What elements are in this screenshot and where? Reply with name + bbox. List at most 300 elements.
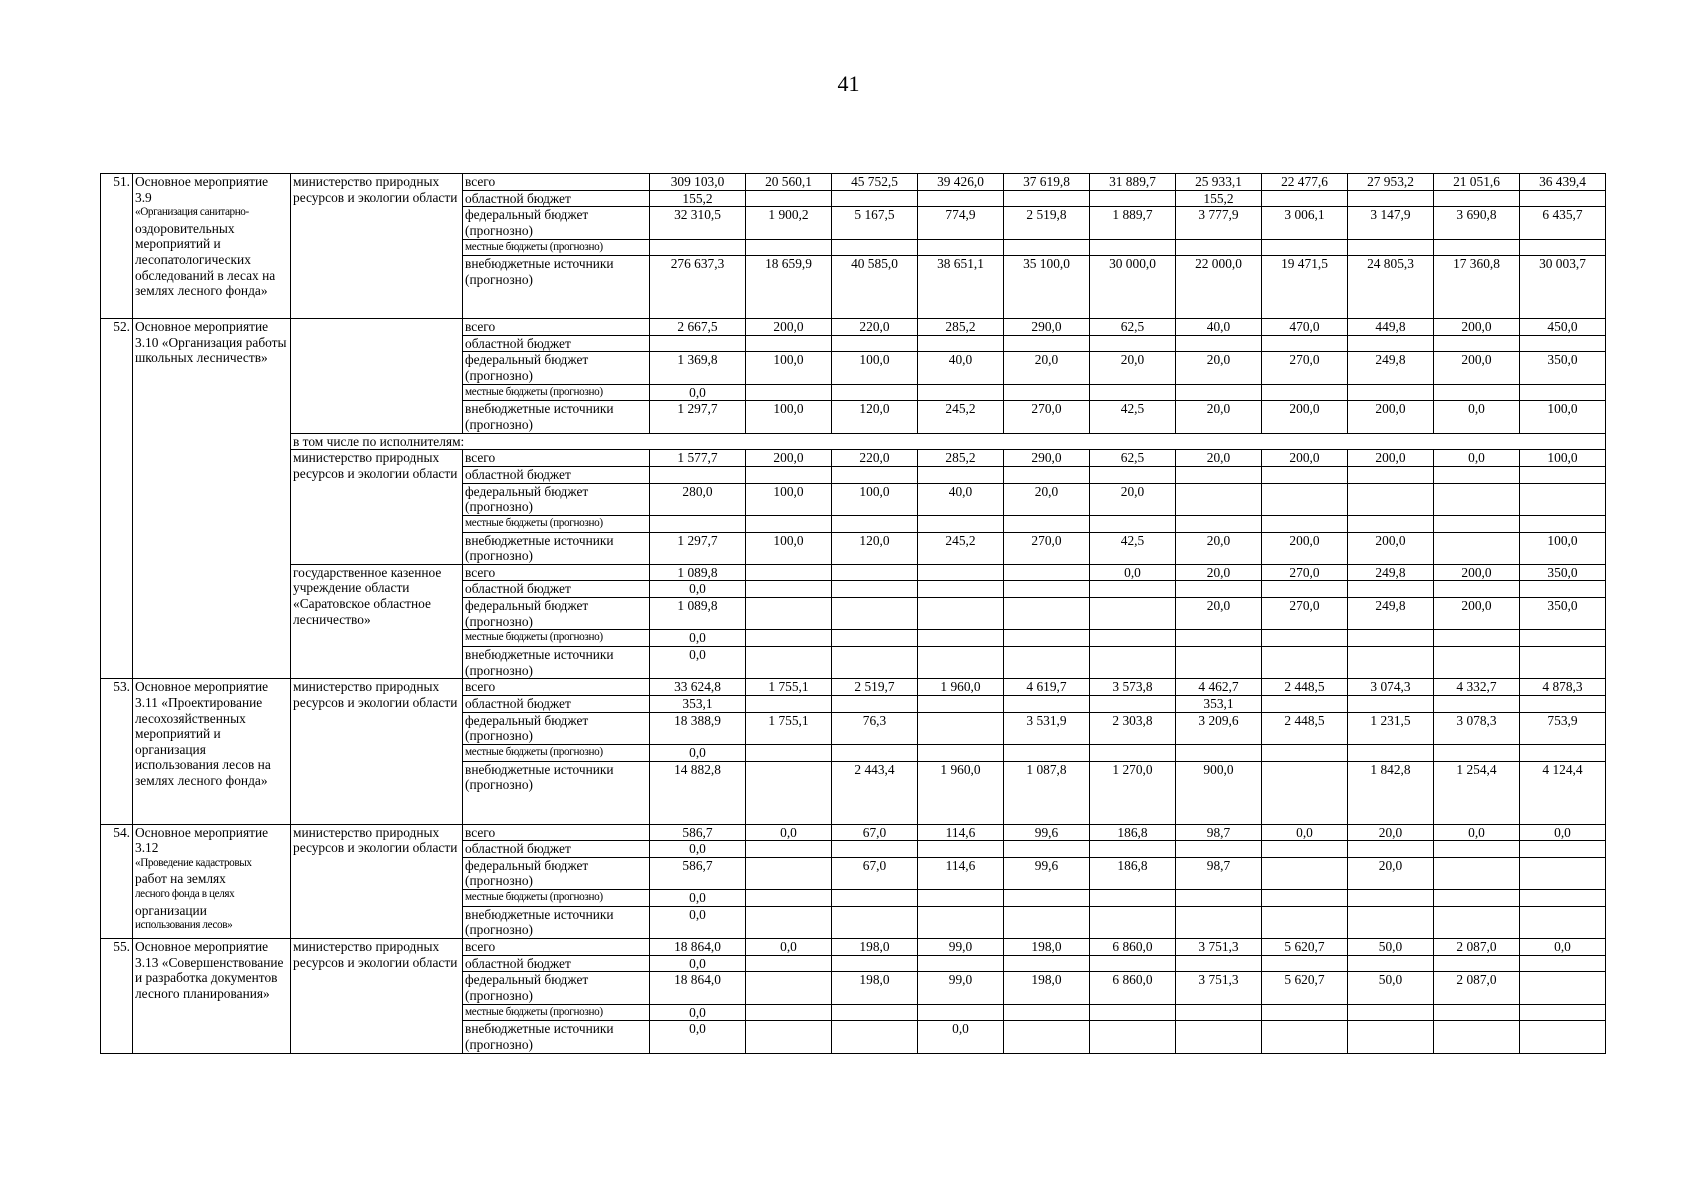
value-cell: 0,0: [650, 1004, 746, 1021]
value-cell: [1090, 581, 1176, 598]
value-cell: 27 953,2: [1348, 174, 1434, 191]
value-cell: 114,6: [918, 824, 1004, 841]
value-cell: 200,0: [1262, 532, 1348, 564]
value-cell: [746, 384, 832, 401]
value-cell: [1348, 483, 1434, 515]
value-cell: [1262, 841, 1348, 858]
value-cell: [1004, 955, 1090, 972]
value-cell: 20 560,1: [746, 174, 832, 191]
value-cell: 1 089,8: [650, 598, 746, 630]
value-cell: [1004, 696, 1090, 713]
value-cell: [1262, 1021, 1348, 1053]
measure-line: организации: [135, 902, 207, 918]
funding-source: областной бюджет: [463, 696, 650, 713]
value-cell: 100,0: [746, 532, 832, 564]
value-cell: [1176, 466, 1262, 483]
measure-line: «Организация санитарно-: [135, 206, 249, 219]
value-cell: 20,0: [1176, 532, 1262, 564]
value-cell: [1434, 696, 1520, 713]
value-cell: [1434, 630, 1520, 647]
value-cell: 1 297,7: [650, 401, 746, 433]
value-cell: 350,0: [1520, 564, 1606, 581]
value-cell: [1348, 1004, 1434, 1021]
value-cell: 18 864,0: [650, 939, 746, 956]
value-cell: 100,0: [746, 352, 832, 384]
value-cell: [1004, 581, 1090, 598]
value-cell: [832, 466, 918, 483]
value-cell: [1262, 906, 1348, 938]
value-cell: 20,0: [1004, 352, 1090, 384]
value-cell: 270,0: [1004, 401, 1090, 433]
value-cell: [746, 1021, 832, 1053]
value-cell: 1 960,0: [918, 679, 1004, 696]
value-cell: 4 124,4: [1520, 761, 1606, 824]
value-cell: 3 751,3: [1176, 972, 1262, 1004]
value-cell: 198,0: [1004, 939, 1090, 956]
value-cell: 586,7: [650, 857, 746, 889]
value-cell: [746, 515, 832, 532]
value-cell: 290,0: [1004, 450, 1090, 467]
value-cell: [918, 335, 1004, 352]
value-cell: [918, 1004, 1004, 1021]
value-cell: [918, 466, 1004, 483]
value-cell: [1434, 515, 1520, 532]
value-cell: 5 167,5: [832, 207, 918, 239]
value-cell: 20,0: [1004, 483, 1090, 515]
value-cell: [832, 955, 918, 972]
value-cell: [1520, 906, 1606, 938]
value-cell: 290,0: [1004, 319, 1090, 336]
value-cell: [746, 190, 832, 207]
row-index: 54.: [101, 824, 133, 939]
funding-source: внебюджетные источники (прогнозно): [463, 1021, 650, 1053]
value-cell: 280,0: [650, 483, 746, 515]
value-cell: [1348, 384, 1434, 401]
funding-source: федеральный бюджет (прогнозно): [463, 352, 650, 384]
value-cell: [832, 630, 918, 647]
value-cell: 350,0: [1520, 352, 1606, 384]
value-cell: [1434, 906, 1520, 938]
value-cell: [650, 515, 746, 532]
value-cell: [1090, 598, 1176, 630]
table-row: [101, 939, 1606, 956]
value-cell: [1520, 647, 1606, 679]
value-cell: 3 074,3: [1348, 679, 1434, 696]
value-cell: [832, 1021, 918, 1053]
value-cell: 21 051,6: [1434, 174, 1520, 191]
value-cell: 1 889,7: [1090, 207, 1176, 239]
value-cell: [1434, 239, 1520, 256]
value-cell: [1434, 532, 1520, 564]
value-cell: [1004, 190, 1090, 207]
funding-source: внебюджетные источники (прогнозно): [463, 761, 650, 824]
value-cell: 1 231,5: [1348, 712, 1434, 744]
value-cell: [1262, 239, 1348, 256]
value-cell: 98,7: [1176, 824, 1262, 841]
value-cell: 4 878,3: [1520, 679, 1606, 696]
value-cell: [1262, 384, 1348, 401]
value-cell: 0,0: [1262, 824, 1348, 841]
value-cell: [1520, 1021, 1606, 1053]
measure-name: Основное мероприятие 3.13 «Совершенствование и разработка документов лесного планирования»: [133, 939, 291, 1054]
value-cell: 200,0: [1434, 564, 1520, 581]
value-cell: [918, 712, 1004, 744]
value-cell: 67,0: [832, 857, 918, 889]
value-cell: 198,0: [1004, 972, 1090, 1004]
measure-line: Основное мероприятие 3.12: [135, 824, 269, 856]
value-cell: [918, 239, 1004, 256]
value-cell: [746, 239, 832, 256]
value-cell: 6 860,0: [1090, 939, 1176, 956]
value-cell: [832, 1004, 918, 1021]
value-cell: [1262, 483, 1348, 515]
value-cell: [1176, 906, 1262, 938]
value-cell: [1262, 466, 1348, 483]
value-cell: [746, 696, 832, 713]
value-cell: [918, 581, 1004, 598]
page-number: 41: [837, 71, 860, 96]
value-cell: [1348, 955, 1434, 972]
value-cell: 249,8: [1348, 352, 1434, 384]
value-cell: [918, 630, 1004, 647]
value-cell: [1176, 1021, 1262, 1053]
funding-source: всего: [463, 450, 650, 467]
value-cell: [1090, 190, 1176, 207]
value-cell: [1090, 239, 1176, 256]
value-cell: [746, 581, 832, 598]
value-cell: 120,0: [832, 401, 918, 433]
value-cell: 1 960,0: [918, 761, 1004, 824]
value-cell: 1 297,7: [650, 532, 746, 564]
value-cell: 20,0: [1176, 450, 1262, 467]
value-cell: [1434, 466, 1520, 483]
value-cell: 33 624,8: [650, 679, 746, 696]
value-cell: [1520, 745, 1606, 762]
value-cell: 38 651,1: [918, 256, 1004, 319]
value-cell: [1262, 745, 1348, 762]
measure-name: Основное мероприятие 3.11 «Проектирование лесохозяйственных мероприятий и организация использования лесов на землях лесного фонда»: [133, 679, 291, 824]
value-cell: 249,8: [1348, 564, 1434, 581]
value-cell: 32 310,5: [650, 207, 746, 239]
executor-name: министерство природных ресурсов и экологии области: [291, 174, 463, 319]
value-cell: 2 667,5: [650, 319, 746, 336]
value-cell: [918, 190, 1004, 207]
value-cell: 98,7: [1176, 857, 1262, 889]
value-cell: [1176, 515, 1262, 532]
funding-source: областной бюджет: [463, 955, 650, 972]
value-cell: 245,2: [918, 532, 1004, 564]
value-cell: 353,1: [650, 696, 746, 713]
value-cell: [1520, 239, 1606, 256]
value-cell: 1 755,1: [746, 679, 832, 696]
value-cell: [1262, 890, 1348, 907]
value-cell: 35 100,0: [1004, 256, 1090, 319]
value-cell: 39 426,0: [918, 174, 1004, 191]
value-cell: 276 637,3: [650, 256, 746, 319]
value-cell: 200,0: [1434, 319, 1520, 336]
value-cell: 20,0: [1176, 598, 1262, 630]
executor-name: [291, 319, 463, 434]
value-cell: 6 860,0: [1090, 972, 1176, 1004]
executor-name: министерство природных ресурсов и экологии области: [291, 824, 463, 939]
value-cell: 3 573,8: [1090, 679, 1176, 696]
row-index: 55.: [101, 939, 133, 1054]
value-cell: 155,2: [650, 190, 746, 207]
measure-name: [133, 174, 291, 319]
value-cell: [1434, 384, 1520, 401]
value-cell: [1004, 745, 1090, 762]
funding-source: внебюджетные источники (прогнозно): [463, 906, 650, 938]
funding-source: местные бюджеты (прогнозно): [463, 515, 650, 532]
value-cell: 1 842,8: [1348, 761, 1434, 824]
value-cell: 19 471,5: [1262, 256, 1348, 319]
value-cell: 4 332,7: [1434, 679, 1520, 696]
value-cell: [1004, 1021, 1090, 1053]
funding-source: внебюджетные источники (прогнозно): [463, 647, 650, 679]
value-cell: [1090, 841, 1176, 858]
value-cell: [746, 564, 832, 581]
funding-source: всего: [463, 939, 650, 956]
value-cell: [1434, 1021, 1520, 1053]
funding-source: областной бюджет: [463, 841, 650, 858]
executor-name: министерство природных ресурсов и экологии области: [291, 450, 463, 565]
value-cell: [1004, 647, 1090, 679]
value-cell: 200,0: [1262, 401, 1348, 433]
value-cell: 285,2: [918, 319, 1004, 336]
value-cell: [1520, 841, 1606, 858]
value-cell: [1348, 335, 1434, 352]
funding-source: всего: [463, 174, 650, 191]
value-cell: [1348, 466, 1434, 483]
measure-line: оздоровительных мероприятий и лесопатологических обследований в лесах на землях лесного фонда»: [135, 220, 276, 299]
value-cell: 2 087,0: [1434, 939, 1520, 956]
value-cell: [1004, 1004, 1090, 1021]
funding-source: федеральный бюджет (прогнозно): [463, 712, 650, 744]
value-cell: [1434, 190, 1520, 207]
value-cell: [1520, 384, 1606, 401]
value-cell: 18 659,9: [746, 256, 832, 319]
budget-table: [100, 173, 1606, 1054]
value-cell: [1176, 890, 1262, 907]
value-cell: [1004, 239, 1090, 256]
value-cell: 186,8: [1090, 824, 1176, 841]
value-cell: 99,6: [1004, 857, 1090, 889]
value-cell: 0,0: [1434, 824, 1520, 841]
table-row: [101, 824, 1606, 841]
value-cell: 120,0: [832, 532, 918, 564]
value-cell: 2 448,5: [1262, 679, 1348, 696]
value-cell: [746, 761, 832, 824]
value-cell: 220,0: [832, 319, 918, 336]
value-cell: 18 864,0: [650, 972, 746, 1004]
value-cell: [1520, 483, 1606, 515]
value-cell: [1004, 384, 1090, 401]
value-cell: 31 889,7: [1090, 174, 1176, 191]
value-cell: 0,0: [650, 841, 746, 858]
value-cell: 198,0: [832, 972, 918, 1004]
executor-name: министерство природных ресурсов и экологии области: [291, 939, 463, 1054]
value-cell: 99,0: [918, 939, 1004, 956]
value-cell: [1004, 630, 1090, 647]
value-cell: 20,0: [1348, 824, 1434, 841]
value-cell: [1090, 906, 1176, 938]
value-cell: 20,0: [1348, 857, 1434, 889]
executor-name: государственное казенное учреждение области «Саратовское областное лесничество»: [291, 564, 463, 679]
value-cell: [832, 745, 918, 762]
value-cell: [918, 598, 1004, 630]
value-cell: 6 435,7: [1520, 207, 1606, 239]
value-cell: 449,8: [1348, 319, 1434, 336]
measure-line: лесного фонда в целях: [135, 888, 235, 900]
value-cell: 200,0: [1348, 401, 1434, 433]
value-cell: [1520, 466, 1606, 483]
value-cell: 0,0: [650, 630, 746, 647]
value-cell: [1090, 630, 1176, 647]
value-cell: [832, 696, 918, 713]
value-cell: [832, 384, 918, 401]
value-cell: [1262, 955, 1348, 972]
value-cell: 1 577,7: [650, 450, 746, 467]
value-cell: 249,8: [1348, 598, 1434, 630]
value-cell: [918, 955, 1004, 972]
value-cell: 200,0: [1348, 450, 1434, 467]
value-cell: 40,0: [1176, 319, 1262, 336]
value-cell: [650, 335, 746, 352]
value-cell: [1520, 696, 1606, 713]
value-cell: 1 254,4: [1434, 761, 1520, 824]
value-cell: 20,0: [1090, 483, 1176, 515]
value-cell: 186,8: [1090, 857, 1176, 889]
value-cell: [1434, 841, 1520, 858]
value-cell: 45 752,5: [832, 174, 918, 191]
value-cell: 270,0: [1262, 598, 1348, 630]
value-cell: 114,6: [918, 857, 1004, 889]
funding-source: федеральный бюджет (прогнозно): [463, 857, 650, 889]
value-cell: [1262, 581, 1348, 598]
value-cell: [1176, 335, 1262, 352]
value-cell: [1090, 384, 1176, 401]
value-cell: 100,0: [1520, 401, 1606, 433]
value-cell: 20,0: [1176, 564, 1262, 581]
value-cell: [832, 647, 918, 679]
value-cell: [1520, 857, 1606, 889]
value-cell: 270,0: [1262, 352, 1348, 384]
value-cell: 100,0: [832, 352, 918, 384]
value-cell: [918, 745, 1004, 762]
value-cell: [918, 647, 1004, 679]
value-cell: [832, 906, 918, 938]
measure-line: использования лесов»: [135, 919, 233, 932]
value-cell: [1520, 515, 1606, 532]
value-cell: 62,5: [1090, 319, 1176, 336]
value-cell: [1262, 696, 1348, 713]
measure-line: Основное мероприятие 3.9: [135, 174, 269, 205]
value-cell: [1348, 630, 1434, 647]
measure-line: работ на землях: [135, 871, 226, 887]
value-cell: 270,0: [1004, 532, 1090, 564]
value-cell: 285,2: [918, 450, 1004, 467]
value-cell: [1348, 647, 1434, 679]
value-cell: [918, 384, 1004, 401]
value-cell: [1262, 630, 1348, 647]
value-cell: [832, 890, 918, 907]
value-cell: [746, 745, 832, 762]
value-cell: [1176, 1004, 1262, 1021]
value-cell: [1520, 190, 1606, 207]
value-cell: 1 755,1: [746, 712, 832, 744]
value-cell: [746, 972, 832, 1004]
value-cell: 1 369,8: [650, 352, 746, 384]
value-cell: [1348, 890, 1434, 907]
value-cell: 40 585,0: [832, 256, 918, 319]
value-cell: [1090, 1021, 1176, 1053]
value-cell: 3 777,9: [1176, 207, 1262, 239]
value-cell: [650, 466, 746, 483]
value-cell: [1090, 1004, 1176, 1021]
value-cell: 14 882,8: [650, 761, 746, 824]
table-row: [101, 564, 1606, 581]
value-cell: 155,2: [1176, 190, 1262, 207]
value-cell: 50,0: [1348, 972, 1434, 1004]
value-cell: [1434, 483, 1520, 515]
value-cell: 774,9: [918, 207, 1004, 239]
value-cell: [1520, 630, 1606, 647]
value-cell: 0,0: [1520, 939, 1606, 956]
value-cell: [1090, 515, 1176, 532]
value-cell: [1434, 745, 1520, 762]
value-cell: 0,0: [650, 890, 746, 907]
value-cell: 0,0: [650, 955, 746, 972]
value-cell: [1262, 335, 1348, 352]
funding-source: внебюджетные источники (прогнозно): [463, 401, 650, 433]
value-cell: [832, 564, 918, 581]
row-index: 51.: [101, 174, 133, 319]
value-cell: 0,0: [650, 581, 746, 598]
value-cell: [1348, 906, 1434, 938]
value-cell: 1 089,8: [650, 564, 746, 581]
value-cell: [832, 515, 918, 532]
value-cell: [746, 1004, 832, 1021]
value-cell: [1348, 1021, 1434, 1053]
value-cell: [1348, 745, 1434, 762]
funding-source: федеральный бюджет (прогнозно): [463, 598, 650, 630]
value-cell: 2 519,8: [1004, 207, 1090, 239]
table-row: [101, 433, 1606, 450]
value-cell: 2 087,0: [1434, 972, 1520, 1004]
value-cell: [1434, 890, 1520, 907]
value-cell: [1176, 745, 1262, 762]
value-cell: [1176, 483, 1262, 515]
value-cell: [746, 841, 832, 858]
value-cell: 2 303,8: [1090, 712, 1176, 744]
value-cell: 200,0: [1434, 352, 1520, 384]
value-cell: 270,0: [1262, 564, 1348, 581]
value-cell: [746, 335, 832, 352]
value-cell: [1348, 696, 1434, 713]
value-cell: [746, 890, 832, 907]
value-cell: [1348, 239, 1434, 256]
value-cell: 42,5: [1090, 532, 1176, 564]
value-cell: [832, 239, 918, 256]
value-cell: [1004, 890, 1090, 907]
value-cell: [1262, 647, 1348, 679]
value-cell: [1348, 515, 1434, 532]
value-cell: 0,0: [918, 1021, 1004, 1053]
measure-line: «Проведение кадастровых: [135, 856, 252, 869]
value-cell: 753,9: [1520, 712, 1606, 744]
funding-source: областной бюджет: [463, 335, 650, 352]
value-cell: [1176, 239, 1262, 256]
